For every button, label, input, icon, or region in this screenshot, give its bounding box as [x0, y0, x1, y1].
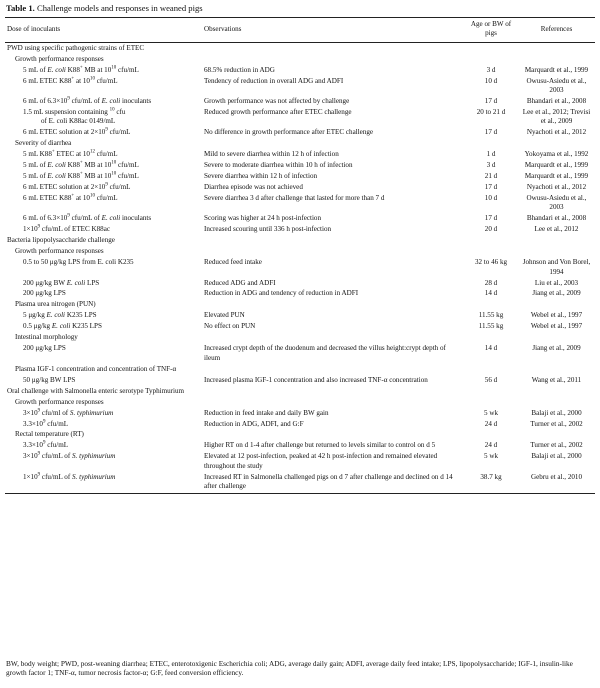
reference-cell: Nyachoti et al., 2012 [526, 128, 587, 137]
observation-cell: Increased scouring until 336 h post-infection [204, 225, 332, 234]
observation-cell: Reduced ADG and ADFI [204, 278, 276, 287]
observation-cell: Mild to severe diarrhea within 12 h of infection [204, 150, 339, 159]
reference-cell: Owusu-Asiedu et al., 2003 [526, 76, 587, 94]
table-row [5, 278, 595, 289]
observation-cell: Reduced growth performance after ETEC challenge [204, 107, 352, 116]
reference-cell: Lee et al., 2012 [534, 225, 579, 234]
subsection-row [5, 54, 595, 65]
subsection-row [5, 397, 595, 408]
age-cell: 32 to 46 kg [474, 258, 508, 267]
table-row [5, 193, 595, 213]
age-cell: 11.55 kg [478, 322, 504, 331]
subsection-row [5, 430, 595, 441]
dose-cell: 6 mL ETEC K88+ at $10^{10}$ cfu/mL [23, 193, 118, 202]
dose-cell: 5 mL of E. coli K88+ MB at $10^{10}$ cfu/mL [23, 160, 139, 170]
subsection-row [5, 246, 595, 257]
table-caption-label: Table 1. [6, 3, 35, 13]
dose-cell: 200 μg/kg LPS [23, 289, 66, 298]
table-row [5, 322, 595, 333]
header-dose: Dose of inoculants [5, 18, 202, 43]
observation-cell: No effect on PUN [204, 322, 256, 331]
section-row [5, 235, 595, 246]
reference-cell: Webel et al., 1997 [530, 311, 583, 320]
subsection-heading: Growth performance responses [15, 397, 104, 406]
age-cell: 5 wk [484, 452, 498, 461]
table-row [5, 375, 595, 386]
reference-cell: Turner et al., 2002 [530, 419, 583, 428]
table-row [5, 149, 595, 160]
observation-cell: Scoring was higher at 24 h post-infection [204, 214, 322, 223]
header-references: References [518, 18, 595, 43]
reference-cell: Webel et al., 1997 [530, 322, 583, 331]
table-row [5, 289, 595, 300]
dose-cell: 5 μg/kg E. coli K235 LPS [23, 311, 97, 320]
age-cell: 17 d [484, 214, 498, 223]
observation-cell: 68.5% reduction in ADG [204, 65, 275, 74]
dose-cell: 0.5 μg/kg E. coli K235 LPS [23, 322, 102, 331]
reference-cell: Balaji et al., 2000 [531, 408, 582, 417]
challenge-table [5, 17, 595, 494]
age-cell: 17 d [484, 128, 498, 137]
age-cell: 17 d [484, 182, 498, 191]
reference-cell: Lee et al., 2012; Trevisi et al., 2009 [522, 107, 591, 126]
section-heading: PWD using specific pathogenic strains of ETEC [7, 43, 145, 52]
observation-cell: Reduction in feed intake and daily BW gain [204, 408, 329, 417]
reference-cell: Balaji et al., 2000 [531, 452, 582, 461]
section-heading: Oral challenge with Salmonella enteric serotype Typhimurium [7, 386, 185, 395]
reference-cell: Wang et al., 2011 [531, 375, 582, 384]
age-cell: 20 to 21 d [476, 107, 506, 116]
age-cell: 3 d [486, 161, 496, 170]
dose-cell: 5 mL K88+ ETEC at $10^{12}$ cfu/mL [23, 149, 118, 159]
age-cell: 14 d [484, 289, 498, 298]
age-cell: 21 d [484, 171, 498, 180]
age-cell: 24 d [484, 441, 498, 450]
reference-cell: Marquardt et al., 1999 [524, 161, 589, 170]
subsection-row [5, 332, 595, 343]
table-row [5, 107, 595, 127]
reference-cell: Jiang et al., 2009 [532, 344, 581, 353]
table-row [5, 96, 595, 107]
dose-cell: $1\times 10^9$ cfu/mL of ETEC K88ac [23, 224, 111, 234]
table-row [5, 160, 595, 171]
age-cell: 38.7 kg [464, 472, 518, 494]
reference-cell: Owusu-Asiedu et al., 2003 [526, 193, 587, 212]
dose-cell: 6 mL ETEC solution at $2\times 10^9$ cfu/mL [23, 127, 131, 137]
observation-cell: Increased RT in Salmonella challenged pigs on d 7 after challenge and declined on d 14 after challenge [202, 472, 464, 494]
dose-cell: 1.5 mL suspension containing $^{10}$ cfu of E. coli K88ac 0149/mL [23, 107, 126, 126]
reference-cell: Liu et al., 2003 [534, 278, 579, 287]
age-cell: 5 wk [484, 408, 498, 417]
reference-cell: Marquardt et al., 1999 [524, 171, 589, 180]
header-row [5, 18, 595, 43]
subsection-row [5, 364, 595, 375]
table-row [5, 224, 595, 235]
table-row [5, 452, 595, 472]
dose-cell: 5 mL of E. coli K88+ MB at $10^{10}$ cfu/mL [23, 171, 139, 180]
observation-cell: No difference in growth performance after ETEC challenge [204, 128, 374, 137]
table-row [5, 441, 595, 452]
dose-cell: $3\times 10^9$ cfu/mL of S. typhimurium [23, 452, 116, 461]
observation-cell: Severe diarrhea 3 d after challenge that lasted for more than 7 d [204, 193, 385, 202]
dose-cell: $1\times 10^9$ cfu/mL of S. typhimurium [5, 472, 202, 494]
observation-cell: Elevated at 12 post-infection, peaked at 42 h post-infection and remained elevated throughout the study [204, 452, 438, 470]
reference-cell: Bhandari et al., 2008 [526, 214, 587, 223]
subsection-heading: Growth performance responses [15, 247, 104, 256]
age-cell: 10 d [484, 76, 498, 85]
age-cell: 3 d [486, 65, 496, 74]
age-cell: 1 d [486, 150, 496, 159]
subsection-heading: Severity of diarrhea [15, 139, 72, 148]
age-cell: 14 d [484, 344, 498, 353]
table-row [5, 408, 595, 419]
observation-cell: Reduction in ADG, ADFI, and G:F [204, 419, 304, 428]
table-row [5, 343, 595, 363]
dose-cell: 50 μg/kg BW LPS [23, 375, 76, 384]
reference-cell: Johnson and Von Borel, 1994 [522, 258, 591, 276]
dose-cell: 6 mL of $6.3\times 10^9$ cfu/mL of E. coli inoculants [23, 213, 152, 223]
table-row [5, 182, 595, 193]
header-observations: Observations [202, 18, 464, 43]
reference-cell: Gebru et al., 2010 [518, 472, 595, 494]
reference-cell: Jiang et al., 2009 [532, 289, 581, 298]
dose-cell: $3.3\times 10^9$ cfu/mL [23, 441, 69, 450]
observation-cell: Elevated PUN [204, 311, 245, 320]
dose-cell: 6 mL of $6.3\times 10^9$ cfu/mL of E. coli inoculants [23, 96, 152, 105]
subsection-heading: Rectal temperature (RT) [15, 430, 84, 439]
subsection-heading: Intestinal morphology [15, 333, 78, 342]
age-cell: 24 d [484, 419, 498, 428]
table-row [5, 257, 595, 277]
dose-cell: 200 μg/kg BW E. coli LPS [23, 278, 100, 287]
table-caption [6, 3, 203, 13]
dose-cell: 6 mL ETEC K88+ at $10^{10}$ cfu/mL [23, 76, 118, 85]
section-heading: Bacteria lipopolysaccharide challenge [7, 236, 115, 245]
table-row [5, 76, 595, 96]
section-row [5, 42, 595, 54]
observation-cell: Increased crypt depth of the duodenum and decreased the villus height:crypt depth of ileum [204, 344, 446, 362]
table-row [5, 419, 595, 430]
observation-cell: Reduced feed intake [204, 258, 262, 267]
age-cell: 56 d [484, 375, 498, 384]
table-row [5, 171, 595, 182]
dose-cell: 0.5 to 50 μg/kg LPS from E. coli K235 [23, 258, 134, 267]
section-row [5, 386, 595, 397]
observation-cell: Severe diarrhea within 12 h of infection [204, 171, 318, 180]
table-footnote: BW, body weight; PWD, post-weaning diarrhea; ETEC, enterotoxigenic Escherichia coli; ADG, average daily gain; ADFI, average daily feed intake; LPS, lipopolysaccharide; IGF-1, insulin-like growth factor 1; TNF-α, tumor necrosis factor-α; G:F, feed conversion efficiency. [6, 659, 573, 678]
reference-cell: Bhandari et al., 2008 [526, 96, 587, 105]
age-cell: 11.55 kg [478, 311, 504, 320]
dose-cell: 6 mL ETEC solution at $2\times 10^9$ cfu/mL [23, 182, 131, 191]
table-row [5, 311, 595, 322]
table-row [5, 213, 595, 224]
dose-cell: 5 mL of E. coli K88+ MB at $10^{10}$ cfu/mL [23, 65, 139, 74]
dose-cell: $3\times 10^9$ cfu/ml of S. typhimurium [23, 408, 114, 417]
table-row [5, 65, 595, 76]
age-cell: 20 d [484, 225, 498, 234]
reference-cell: Nyachoti et al., 2012 [526, 182, 587, 191]
observation-cell: Growth performance was not affected by challenge [204, 96, 350, 105]
subsection-row [5, 300, 595, 311]
observation-cell: Severe to moderate diarrhea within 10 h of infection [204, 161, 353, 170]
observation-cell: Diarrhea episode was not achieved [204, 182, 303, 191]
age-cell: 10 d [484, 193, 498, 202]
age-cell: 17 d [484, 96, 498, 105]
dose-cell: $3.3\times 10^9$ cfu/mL [23, 419, 69, 428]
observation-cell: Increased plasma IGF-1 concentration and also increased TNF-α concentration [204, 375, 428, 384]
subsection-heading: Plasma urea nitrogen (PUN) [15, 300, 96, 309]
reference-cell: Marquardt et al., 1999 [524, 65, 589, 74]
table-caption-title: Challenge models and responses in weaned pigs [34, 3, 203, 13]
reference-cell: Yokoyama et al., 1992 [524, 150, 589, 159]
dose-cell: 200 μg/kg LPS [23, 344, 66, 353]
subsection-heading: Growth performance responses [15, 54, 104, 63]
observation-cell: Higher RT on d 1-4 after challenge but returned to levels similar to control on d 5 [204, 441, 436, 450]
subsection-heading: Plasma IGF-1 concentration and concentration of TNF-α [15, 364, 177, 373]
table-row [5, 472, 595, 494]
table-row [5, 127, 595, 138]
reference-cell: Turner et al., 2002 [530, 441, 583, 450]
subsection-row [5, 138, 595, 149]
header-age: Age or BW of pigs [464, 18, 518, 43]
observation-cell: Reduction in ADG and tendency of reduction in ADFI [204, 289, 359, 298]
age-cell: 28 d [484, 278, 498, 287]
observation-cell: Tendency of reduction in overall ADG and ADFI [204, 76, 344, 85]
